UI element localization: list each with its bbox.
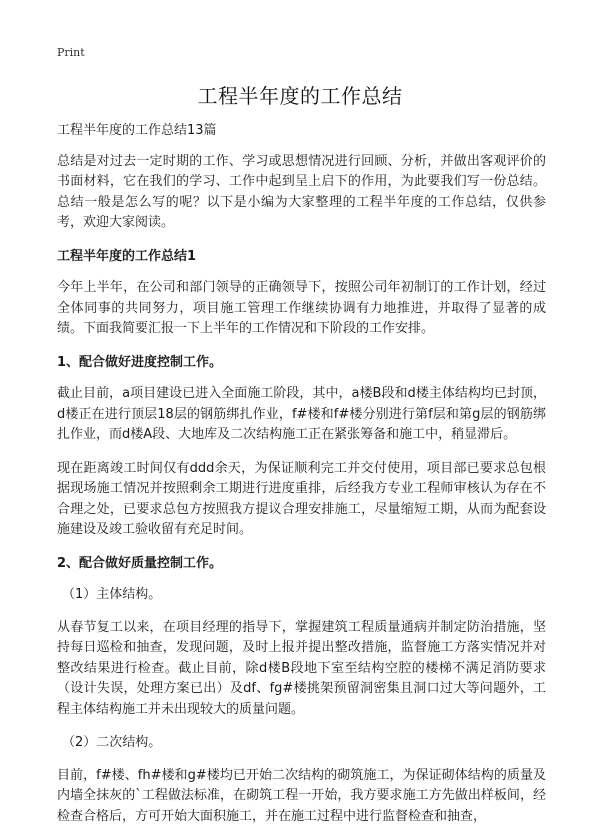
document-body	[57, 121, 546, 827]
section-paragraph: 今年上半年，在公司和部门领导的正确领导下，按照公司年初制订的工作计划，经过全体同事的共同努力，项目施工管理工作继续协调有力地推进，并取得了显著的成绩。下面我简要汇报一下上半年的工作情况和下阶段的工作安排。	[57, 280, 546, 336]
heading-quality-control: 2、配合做好质量控制工作。	[57, 555, 223, 571]
intro-paragraph: 总结是对过去一定时期的工作、学习或思想情况进行回顾、分析，并做出客观评价的书面材料，它在我们的学习、工作中起到呈上启下的作用，为此要我们写一份总结。总结一般是怎么写的呢？以下是小编为大家整理的工程半年度的工作总结，仅供参考，欢迎大家阅读。	[57, 153, 546, 230]
section-title: 工程半年度的工作总结1	[57, 248, 197, 264]
page-title: 工程半年度的工作总结	[197, 84, 403, 108]
main-structure-paragraph: 从春节复工以来，在项目经理的指导下，掌握建筑工程质量通病并制定防治措施，坚持每日巡检和抽查，发现问题，及时上报并提出整改措施，监督施工方落实情况并对整改结果进行检查。截止目前，除d楼B段地下室至结构空腔的楼梯不满足消防要求（设计失误，处理方案已出）及df、fg#楼挑架预留洞密集且洞口过大等问题外，工程主体结构施工并未出现较大的质量问题。	[57, 619, 546, 717]
subheading-main-structure: （1）主体结构。	[62, 587, 162, 602]
progress-paragraph-2: 现在距离竣工时间仅有ddd余天，为保证顺利完工并交付使用，项目部已要求总包根据现场施工情况并按照剩余工期进行进度重排，后经我方专业工程师审核认为存在不合理之处，已要求总包方按照我方提议合理安排施工，尽量缩短工期，从而为配套设施建设及竣工验收留有充足时间。	[57, 460, 546, 537]
heading-progress-control: 1、配合做好进度控制工作。	[57, 354, 223, 370]
progress-paragraph-1: 截止目前，a项目建设已进入全面施工阶段，其中，a楼B段和d楼主体结构均已封顶，d楼正在进行顶层18层的钢筋绑扎作业，f#楼和f#楼分别进行第f层和第g层的钢筋绑扎作业，而d楼A段、大地库及二次结构施工正在紧张筹备和施工中，稍显滞后。	[57, 386, 546, 442]
secondary-structure-paragraph: 目前，f#楼、fh#楼和g#楼均已开始二次结构的砌筑施工，为保证砌体结构的质量及内墙全抹灰的`工程做法标准，在砌筑工程一开始，我方要求施工方先做出样板间，经检查合格后，方可开始大面积施工，并在施工过程中进行监督检查和抽查，	[57, 767, 546, 824]
document-subtitle: 工程半年度的工作总结13篇	[57, 123, 217, 138]
print-label: Print	[57, 46, 85, 59]
subheading-secondary-structure: （2）二次结构。	[62, 735, 162, 750]
